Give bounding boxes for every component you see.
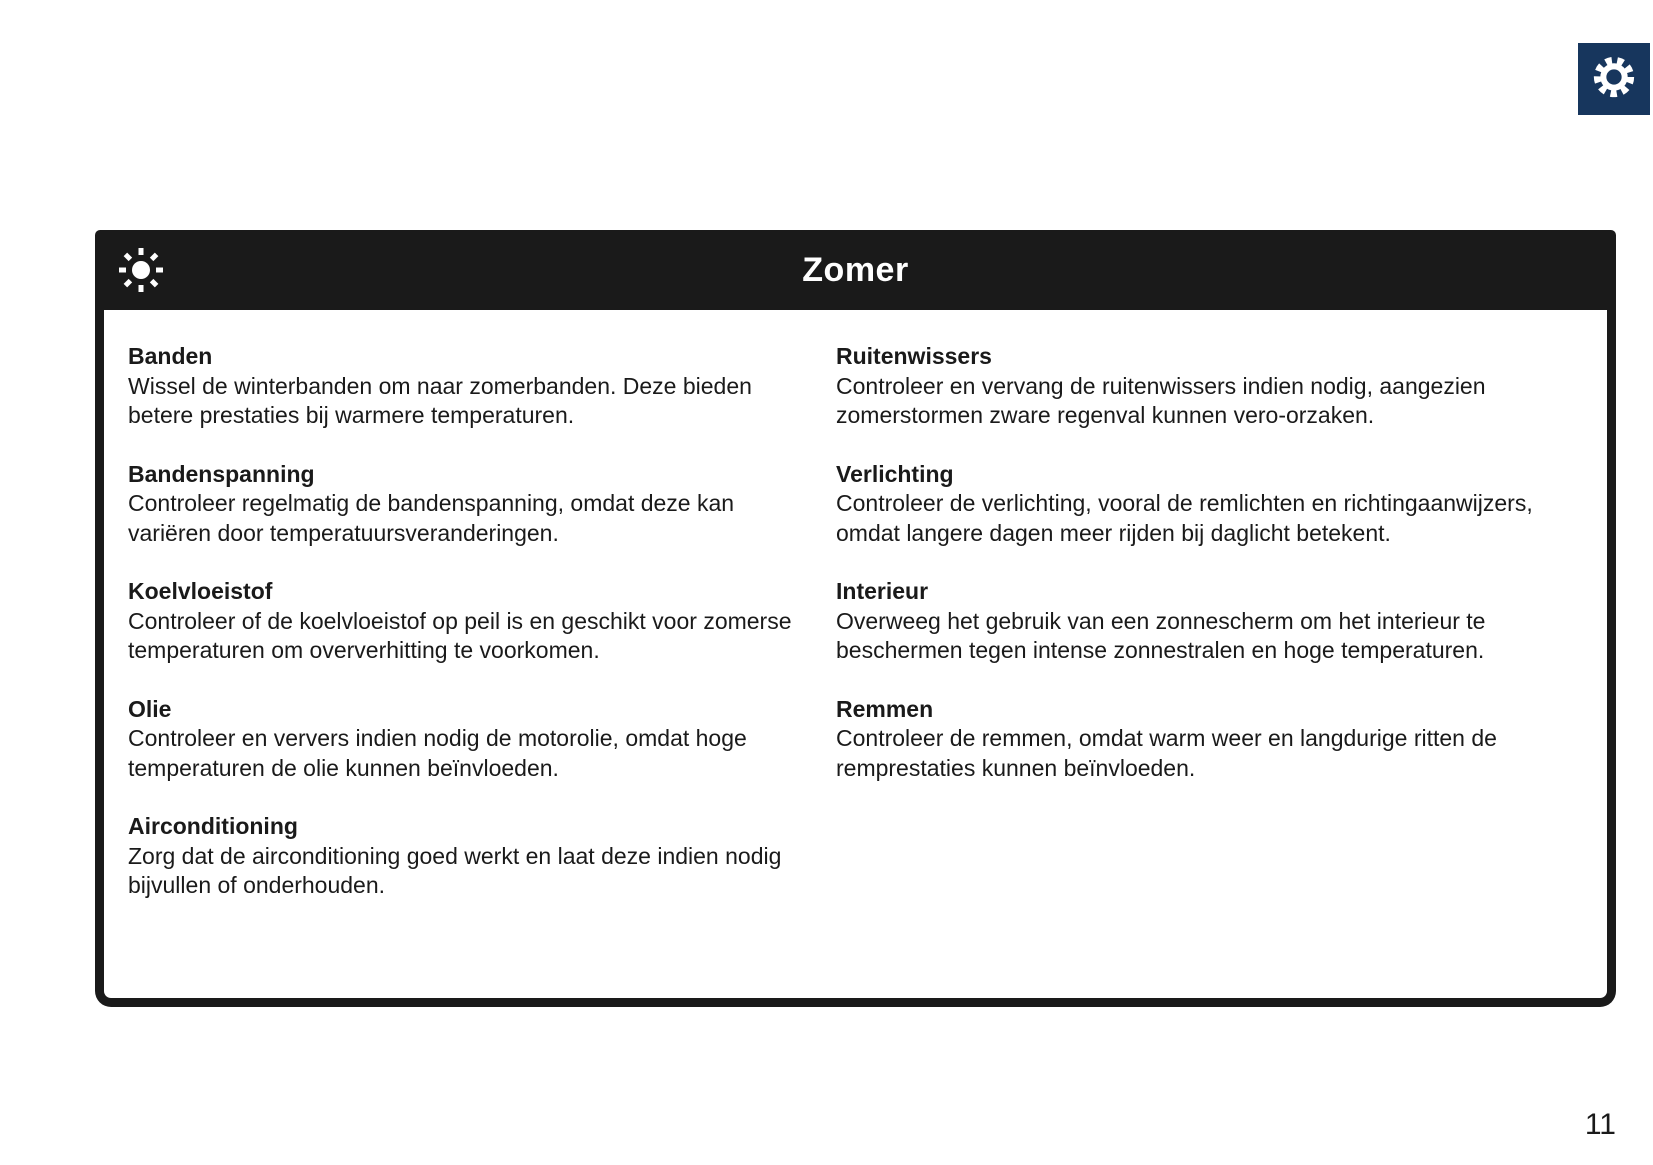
card-body <box>95 310 1616 1007</box>
column-right <box>836 342 1583 978</box>
section-verlichting <box>836 460 1583 549</box>
section-heading: Olie <box>128 695 172 722</box>
section-body: Controleer of de koelvloeistof op peil is en geschikt voor zomerse temperaturen om oververhitting te voorkomen. <box>128 607 792 663</box>
section-bandenspanning <box>128 460 796 549</box>
column-left <box>128 342 796 978</box>
zomer-card <box>95 230 1616 1007</box>
section-ruitenwissers <box>836 342 1583 431</box>
section-heading: Verlichting <box>836 460 954 487</box>
section-heading: Banden <box>128 343 213 369</box>
section-heading: Remmen <box>836 695 934 722</box>
section-airconditioning <box>128 812 796 901</box>
card-title: Zomer <box>802 250 909 289</box>
page-number: 11 <box>1584 1108 1616 1141</box>
section-body: Controleer de verlichting, vooral de remlichten en richtingaanwijzers, omdat langere dagen meer rijden bij daglicht betekent. <box>836 490 1533 546</box>
section-heading: Ruitenwissers <box>836 343 992 369</box>
section-body: Zorg dat de airconditioning goed werkt en laat deze indien nodig bijvullen of onderhouden. <box>128 842 782 898</box>
section-body: Controleer en ververs indien nodig de motorolie, omdat hoge temperaturen de olie kunnen beïnvloeden. <box>128 725 747 781</box>
section-remmen <box>836 695 1583 784</box>
gear-icon <box>1585 48 1643 111</box>
section-koelvloeistof <box>128 577 796 666</box>
card-header <box>95 230 1616 310</box>
section-body: Controleer en vervang de ruitenwissers indien nodig, aangezien zomerstormen zware regenval kunnen vero-orzaken. <box>836 372 1486 428</box>
section-banden <box>128 342 796 431</box>
section-body: Overweeg het gebruik van een zonnescherm om het interieur te beschermen tegen intense zonnestralen en hoge temperaturen. <box>836 607 1486 663</box>
section-olie <box>128 695 796 784</box>
section-heading: Bandenspanning <box>128 460 315 487</box>
section-body: Controleer de remmen, omdat warm weer en langdurige ritten de remprestaties kunnen beïnvloeden. <box>836 725 1497 781</box>
section-body: Controleer regelmatig de bandenspanning, omdat deze kan variëren door temperatuursveranderingen. <box>128 490 735 546</box>
sun-icon <box>117 246 165 294</box>
section-heading: Koelvloeistof <box>128 578 273 604</box>
section-heading: Airconditioning <box>128 813 298 839</box>
gear-badge <box>1578 43 1650 115</box>
section-body: Wissel de winterbanden om naar zomerbanden. Deze bieden betere prestaties bij warmere temperaturen. <box>128 372 752 428</box>
section-heading: Interieur <box>836 578 929 604</box>
section-interieur <box>836 577 1583 666</box>
